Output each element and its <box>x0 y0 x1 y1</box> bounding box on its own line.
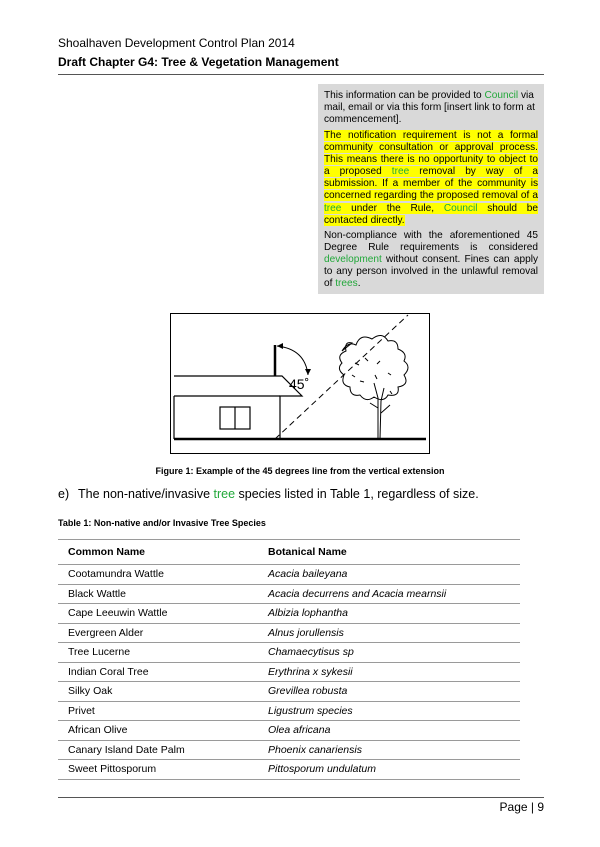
common-name-cell: Indian Coral Tree <box>58 662 258 682</box>
tree-link[interactable]: tree <box>213 487 236 501</box>
table-row <box>58 740 520 760</box>
common-name-cell: Black Wattle <box>58 584 258 604</box>
common-name-cell: Silky Oak <box>58 682 258 702</box>
botanical-name-cell: Olea africana <box>258 721 520 741</box>
table-row <box>58 623 520 643</box>
document-title: Shoalhaven Development Control Plan 2014 <box>58 36 295 50</box>
tree-link[interactable]: tree <box>324 202 342 214</box>
table-row <box>58 721 520 741</box>
table-row <box>58 701 520 721</box>
callout-text: This information can be provided to <box>324 90 485 101</box>
common-name-cell: Canary Island Date Palm <box>58 740 258 760</box>
botanical-name-cell: Ligustrum species <box>258 701 520 721</box>
item-text: The non-native/invasive <box>78 487 214 501</box>
table-row <box>58 760 520 780</box>
callout-text: removal by way of a submission. If a member of the community is concerned regarding the proposed removal of a <box>324 166 538 202</box>
highlighted-text <box>324 130 538 226</box>
botanical-name-cell: Albizia lophantha <box>258 604 520 624</box>
list-item-e <box>58 487 479 501</box>
callout-text: under the Rule, <box>341 202 444 214</box>
species-table <box>58 539 520 780</box>
tree-link[interactable]: tree <box>391 166 410 178</box>
common-name-cell: Cape Leeuwin Wattle <box>58 604 258 624</box>
botanical-name-cell: Pittosporum undulatum <box>258 760 520 780</box>
callout-text: The notification requirement is not a formal community consultation or approval process. This means there is no opportunity to object to a proposed <box>324 130 538 178</box>
column-header-botanical-name: Botanical Name <box>258 540 520 565</box>
common-name-cell: African Olive <box>58 721 258 741</box>
botanical-name-cell: Grevillea robusta <box>258 682 520 702</box>
table-row <box>58 662 520 682</box>
table-row <box>58 584 520 604</box>
common-name-cell: Tree Lucerne <box>58 643 258 663</box>
list-marker: e) <box>58 487 70 501</box>
botanical-name-cell: Acacia decurrens and Acacia mearnsii <box>258 584 520 604</box>
chapter-title: Draft Chapter G4: Tree & Vegetation Management <box>58 55 339 69</box>
footer-divider <box>58 797 544 798</box>
callout-paragraph-contact <box>324 90 538 126</box>
table-row <box>58 565 520 585</box>
table-header-row <box>58 540 520 565</box>
table-row <box>58 682 520 702</box>
common-name-cell: Cootamundra Wattle <box>58 565 258 585</box>
callout-text: . <box>357 278 361 290</box>
notification-callout <box>318 84 544 294</box>
angle-label: 45˚ <box>289 376 310 392</box>
table-caption: Table 1: Non-native and/or Invasive Tree Species <box>58 518 266 528</box>
callout-text: should be contacted directly. <box>324 202 538 226</box>
header-divider <box>58 74 544 75</box>
callout-text: Non-compliance with the aforementioned 45 Degree Rule requirements is considered <box>324 230 538 254</box>
common-name-cell: Privet <box>58 701 258 721</box>
callout-paragraph-notification <box>324 130 538 227</box>
figure-caption: Figure 1: Example of the 45 degrees line from the vertical extension <box>155 466 445 476</box>
development-link[interactable]: development <box>324 254 382 266</box>
column-header-common-name: Common Name <box>58 540 258 565</box>
item-text: species listed in Table 1, regardless of size. <box>235 487 479 501</box>
botanical-name-cell: Acacia baileyana <box>258 565 520 585</box>
callout-text: via mail, email or via this form [insert link to form at commencement]. <box>324 90 535 126</box>
callout-text: without consent. Fines can apply to any person involved in the unlawful removal of <box>324 254 538 290</box>
trees-link[interactable]: trees <box>335 278 358 290</box>
council-link[interactable]: Council <box>443 202 478 214</box>
forty-five-degree-diagram <box>170 313 430 454</box>
table-row <box>58 604 520 624</box>
common-name-cell: Evergreen Alder <box>58 623 258 643</box>
botanical-name-cell: Phoenix canariensis <box>258 740 520 760</box>
council-link[interactable]: Council <box>484 90 519 101</box>
botanical-name-cell: Chamaecytisus sp <box>258 643 520 663</box>
botanical-name-cell: Erythrina x sykesii <box>258 662 520 682</box>
table-row <box>58 643 520 663</box>
page-number: Page | 9 <box>499 800 544 814</box>
callout-paragraph-noncompliance <box>324 230 538 290</box>
botanical-name-cell: Alnus jorullensis <box>258 623 520 643</box>
common-name-cell: Sweet Pittosporum <box>58 760 258 780</box>
